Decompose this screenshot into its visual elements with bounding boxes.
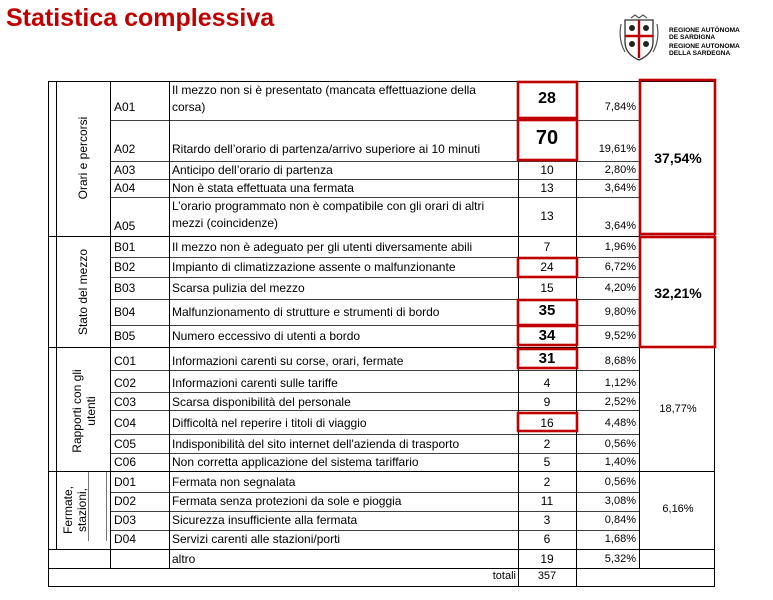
- row-code-c06: C06: [114, 455, 137, 469]
- row-percent-c02: 1,12%: [604, 377, 636, 389]
- row-percent-c01: 8,68%: [604, 355, 636, 367]
- row-percent-d01: 0,56%: [604, 476, 636, 488]
- row-percent-d02: 3,08%: [604, 495, 636, 507]
- totals-count: 357: [537, 570, 557, 582]
- row-count-a04: 13: [540, 181, 554, 195]
- row-count-c01: 31: [538, 350, 556, 367]
- group-label-rapporti: [70, 359, 100, 463]
- row-desc-a05-line2: mezzi (coincidenze): [172, 216, 279, 230]
- row-percent-b05: 9,52%: [604, 330, 636, 342]
- group-percent-fermate: 6,16%: [662, 503, 694, 515]
- row-desc-c06: Non corretta applicazione del sistema tariffario: [172, 455, 419, 469]
- row-code-a05: A05: [114, 219, 136, 233]
- row-count-d01: 2: [543, 475, 551, 489]
- row-desc-a01-line1: Il mezzo non si è presentato (mancata effettuazione della: [172, 83, 476, 97]
- altro-percent: 5,32%: [604, 553, 636, 565]
- row-desc-d02: Fermata senza protezioni da sole e pioggia: [172, 494, 402, 508]
- row-code-a03: A03: [114, 163, 136, 177]
- row-count-a03: 10: [540, 163, 554, 177]
- row-count-b04: 35: [538, 302, 556, 319]
- group-label-fermate-line1: Fermate,: [61, 486, 75, 535]
- logo-text-line3: REGIONE AUTONOMA: [669, 43, 740, 50]
- group-label-orari: Orari e percorsi: [76, 116, 90, 200]
- group-percent-orari: 37,54%: [654, 150, 702, 166]
- row-count-d04: 6: [543, 532, 551, 546]
- row-code-a01: A01: [114, 100, 136, 114]
- row-desc-b03: Scarsa pulizia del mezzo: [172, 281, 305, 295]
- row-count-c04: 16: [540, 416, 554, 430]
- row-desc-c02: Informazioni carenti sulle tariffe: [172, 376, 338, 390]
- row-percent-b01: 1,96%: [604, 241, 636, 253]
- row-percent-a02: 19,61%: [598, 143, 636, 155]
- row-percent-c03: 2,52%: [604, 396, 636, 408]
- row-code-d03: D03: [114, 513, 137, 527]
- group-percent-stato: 32,21%: [654, 285, 702, 301]
- row-percent-a01: 7,84%: [604, 101, 636, 113]
- row-desc-d01: Fermata non segnalata: [172, 475, 296, 489]
- group-label-fermate: [61, 477, 91, 543]
- row-count-d02: 11: [540, 494, 554, 508]
- row-code-b04: B04: [114, 305, 136, 319]
- row-code-c01: C01: [114, 354, 137, 368]
- row-desc-d04: Servizi carenti alle stazioni/porti: [172, 532, 341, 546]
- page-title: Statistica complessiva: [6, 4, 275, 32]
- row-count-c05: 2: [543, 437, 551, 451]
- logo-text-line4: DELLA SARDEGNA: [669, 50, 731, 57]
- row-percent-b04: 9,80%: [604, 306, 636, 318]
- row-count-c02: 4: [543, 376, 551, 390]
- row-count-c06: 5: [543, 455, 551, 469]
- logo-text-line1: REGIONE AUTÒNOMA: [669, 27, 740, 34]
- row-percent-a03: 2,80%: [604, 164, 636, 176]
- row-code-a02: A02: [114, 142, 136, 156]
- row-code-d04: D04: [114, 532, 137, 546]
- row-count-a01: 28: [538, 90, 556, 107]
- row-count-a02: 70: [535, 127, 559, 149]
- row-desc-b05: Numero eccessivo di utenti a bordo: [172, 329, 361, 343]
- row-code-c03: C03: [114, 395, 137, 409]
- row-count-a05: 13: [540, 209, 554, 223]
- row-desc-a01-line2: corsa): [172, 100, 206, 114]
- row-percent-a04: 3,64%: [604, 182, 636, 194]
- altro-label: altro: [172, 552, 196, 566]
- row-desc-a02: Ritardo dell’orario di partenza/arrivo superiore ai 10 minuti: [172, 142, 481, 156]
- row-desc-c01: Informazioni carenti su corse, orari, fermate: [172, 354, 404, 368]
- row-code-c04: C04: [114, 416, 137, 430]
- row-desc-b02: Impianto di climatizzazione assente o malfunzionante: [172, 260, 456, 274]
- row-percent-b02: 6,72%: [604, 261, 636, 273]
- row-desc-c05: Indisponibilità del sito internet dell'azienda di trasporto: [172, 437, 460, 451]
- row-code-c02: C02: [114, 376, 137, 390]
- row-percent-b03: 4,20%: [604, 282, 636, 294]
- altro-count: 19: [540, 552, 554, 566]
- row-code-d02: D02: [114, 494, 137, 508]
- group-label-rapporti-line2: utenti: [84, 396, 98, 426]
- row-desc-a04: Non è stata effettuata una fermata: [172, 181, 354, 195]
- row-percent-c06: 1,40%: [604, 456, 636, 468]
- group-label-stato: Stato del mezzo: [76, 248, 90, 336]
- row-percent-c04: 4,48%: [604, 417, 636, 429]
- row-percent-d03: 0,84%: [604, 514, 636, 526]
- group-label-fermate-line2: stazioni,: [75, 487, 89, 533]
- row-code-d01: D01: [114, 475, 137, 489]
- row-percent-a05: 3,64%: [604, 220, 636, 232]
- row-code-b03: B03: [114, 281, 136, 295]
- row-count-b02: 24: [540, 260, 554, 274]
- row-code-a04: A04: [114, 181, 136, 195]
- row-percent-c05: 0,56%: [604, 438, 636, 450]
- group-label-rapporti-line1: Rapporti con gli: [70, 369, 84, 453]
- row-count-b01: 7: [543, 240, 551, 254]
- row-code-b02: B02: [114, 260, 136, 274]
- row-count-b03: 15: [540, 281, 554, 295]
- row-desc-c04: Difficoltà nel reperire i titoli di viaggio: [172, 416, 367, 430]
- row-desc-a03: Anticipo dell’orario di partenza: [172, 163, 333, 177]
- totals-label: totali: [492, 570, 516, 582]
- row-desc-a05-line1: L’orario programmato non è compatibile con gli orari di altri: [172, 199, 485, 213]
- group-percent-rapporti: 18,77%: [659, 403, 697, 415]
- row-count-d03: 3: [543, 513, 551, 527]
- row-desc-b04: Malfunzionamento di strutture e strumenti di bordo: [172, 305, 440, 319]
- row-desc-c03: Scarsa disponibilità del personale: [172, 395, 351, 409]
- row-percent-d04: 1,68%: [604, 533, 636, 545]
- row-count-b05: 34: [538, 327, 556, 344]
- row-code-b01: B01: [114, 240, 136, 254]
- row-desc-d03: Sicurezza insufficiente alla fermata: [172, 513, 358, 527]
- row-code-b05: B05: [114, 329, 136, 343]
- row-code-c05: C05: [114, 437, 137, 451]
- row-count-c03: 9: [543, 395, 551, 409]
- row-desc-b01: Il mezzo non è adeguato per gli utenti diversamente abili: [172, 240, 473, 254]
- logo-text-line2: DE SARDIGNA: [669, 34, 716, 41]
